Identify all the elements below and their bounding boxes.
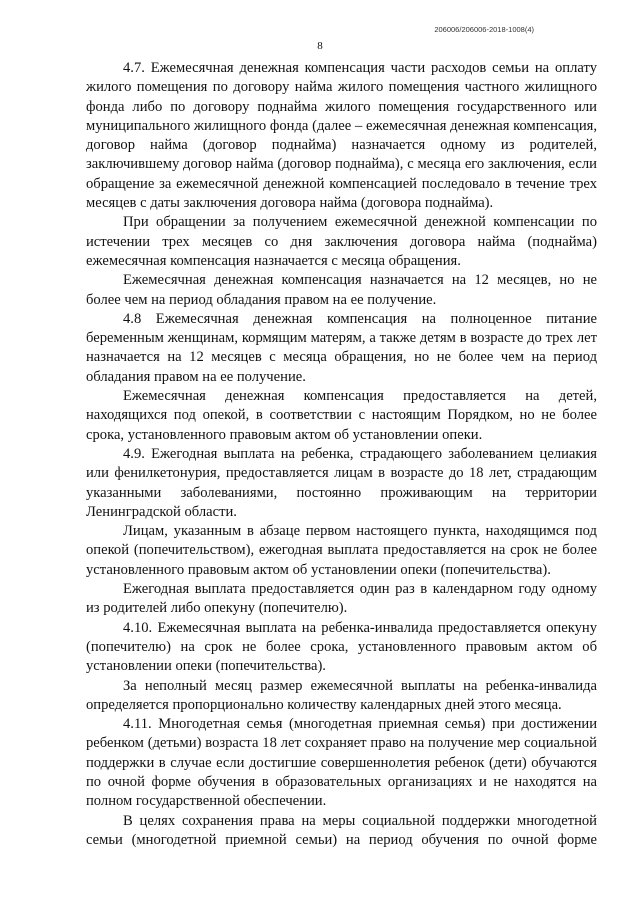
document-body [86,59,597,850]
paragraph-4-7: 4.7. Ежемесячная денежная компенсация части расходов семьи на оплату жилого помещения по договору найма жилого помещения частного жилищного фонда либо по договору поднайма жилого помещения государственного или муниципального жилищного фонда (далее – ежемесячная денежная компенсация, договор найма (договор поднайма) назначается одному из родителей, заключившему договор найма (договор поднайма), с месяца его заключения, если обращение за ежемесячной денежной компенсацией последовало в течение трех месяцев с даты заключения договора найма (договора поднайма). [86,60,597,212]
paragraph: Ежегодная выплата предоставляется один раз в календарном году одному из родителей либо опекуну (попечителю). [86,581,597,617]
paragraph-continued: В целях сохранения права на меры социальной поддержки многодетной семьи (многодетной приемной семьи) на период обучения по очной форме [86,812,597,848]
paragraph: Ежемесячная денежная компенсация предоставляется на детей, находящихся под опекой, в соответствии с настоящим Порядком, но не более срока, установленного правовым актом об установлении опеки. [86,388,597,443]
paragraph-4-11: 4.11. Многодетная семья (многодетная приемная семья) при достижении ребенком (детьми) возраста 18 лет сохраняет право на получение мер социальной поддержки в случае если достигшие совершеннолетия ребенок (дети) обучаются по очной форме обучения в образовательных организациях и не находятся на полном государственной обеспечении. [86,716,597,810]
paragraph: Ежемесячная денежная компенсация назначается на 12 месяцев, но не более чем на период обладания правом на ее получение. [86,272,597,308]
paragraph: При обращении за получением ежемесячной денежной компенсации по истечении трех месяцев со дня заключения договора найма (поднайма) ежемесячная компенсация назначается с месяца обращения. [86,214,597,269]
paragraph: За неполный месяц размер ежемесячной выплаты на ребенка-инвалида определяется пропорционально количеству календарных дней этого месяца. [86,677,597,713]
page-number: 8 [317,40,323,52]
paragraph-4-10: 4.10. Ежемесячная выплата на ребенка-инвалида предоставляется опекуну (попечителю) на срок не более срока, установленного правовым актом об установлении опеки (попечительства). [86,619,597,675]
paragraph-4-9: 4.9. Ежегодная выплата на ребенка, страдающего заболеванием целиакия или фенилкетонурия, предоставляется лицам в возрасте до 18 лет, страдающим указанными заболеваниями, постоянно проживающим на территории Ленинградской области. [86,445,597,520]
paragraph: Лицам, указанным в абзаце первом настоящего пункта, находящимся под опекой (попечительством), ежегодная выплата предоставляется на срок не более установленного правовым актом об установлении опеки (попечительства). [86,523,597,578]
document-id: 206006/206006-2018-1008(4) [434,25,534,34]
paragraph-4-8: 4.8 Ежемесячная денежная компенсация на полноценное питание беременным женщинам, кормящим матерям, а также детям в возрасте до трех лет назначается на 12 месяцев с месяца обращения, но не более чем на период обладания правом на ее получение. [86,310,597,385]
